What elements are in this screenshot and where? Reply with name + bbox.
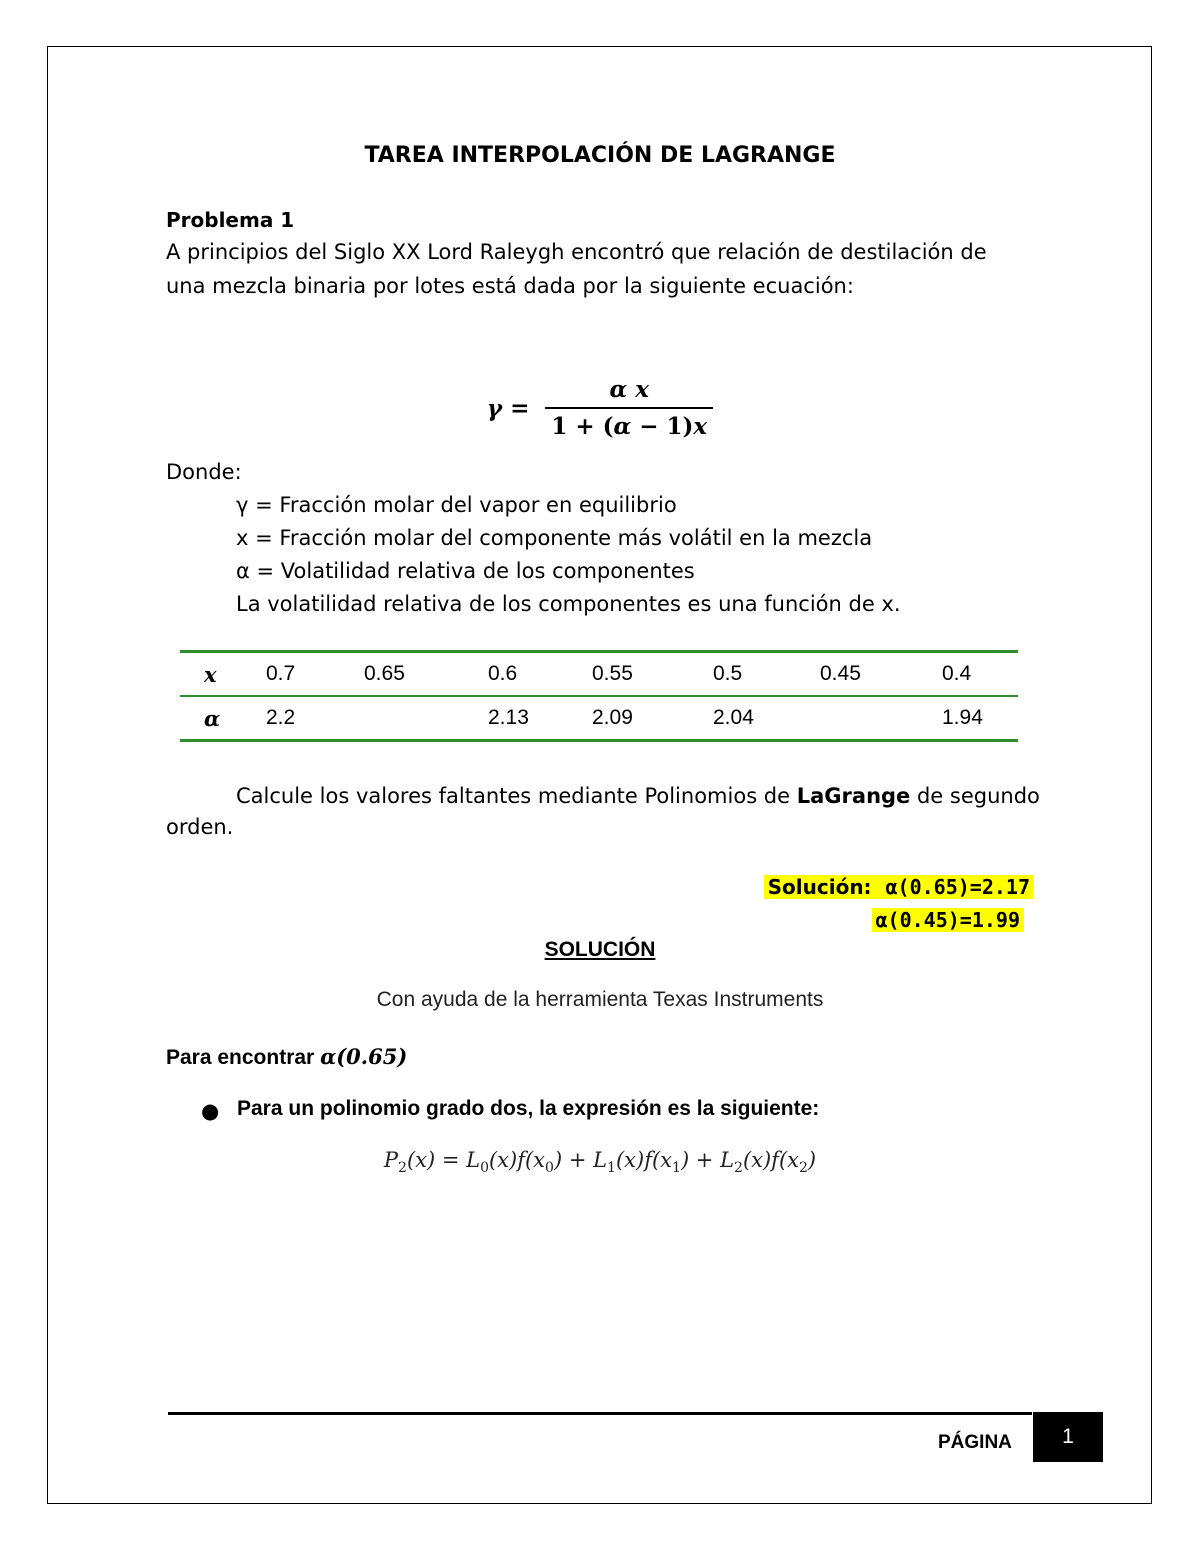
calc-instruction: Calcule los valores faltantes mediante Polinomios de LaGrange de segundo <box>236 784 1040 808</box>
lagrange-polynomial: $P_2(x) = L_0(x)f(x_0) + L_1(x)f(x_1) + L_2(x)f(x_2)$ <box>383 1148 817 1177</box>
table-cell: 0.55 <box>592 652 713 697</box>
para-encontrar-heading: Para encontrar α(0.65) <box>166 1044 408 1069</box>
solution-value-1: α(0.65)=2.17 <box>885 875 1030 899</box>
definition-x: x = Fracción molar del componente más volátil en la mezcla <box>236 526 873 550</box>
table-cell: 0.65 <box>364 652 488 697</box>
solution-label: Solución: <box>767 875 872 899</box>
definition-gamma: γ = Fracción molar del vapor en equilibrio <box>236 493 677 517</box>
footer-page-label: PÁGINA <box>938 1432 1012 1453</box>
definition-alpha: α = Volatilidad relativa de los componentes <box>236 559 695 583</box>
bullet-icon: ● <box>201 1099 220 1123</box>
table-row-x <box>180 652 1018 697</box>
solution-highlight-1 <box>764 875 1034 899</box>
equation-fraction <box>545 376 713 440</box>
page-title: TAREA INTERPOLACIÓN DE LAGRANGE <box>364 143 836 168</box>
solution-highlight-2 <box>872 908 1025 932</box>
alpha-value: α(0.65) <box>320 1044 408 1069</box>
solution-heading: SOLUCIÓN <box>544 938 656 961</box>
table-cell <box>364 696 488 741</box>
table-cell: 0.6 <box>488 652 592 697</box>
page-number: 1 <box>1062 1425 1074 1448</box>
table-cell: 2.04 <box>713 696 820 741</box>
bullet-text: Para un polinomio grado dos, la expresión es la siguiente: <box>237 1097 820 1120</box>
equation-lhs: γ = <box>486 394 530 422</box>
equation-numerator: α x <box>609 376 649 403</box>
table-cell: 0.5 <box>713 652 820 697</box>
intro-line-2: una mezcla binaria por lotes está dada por la siguiente ecuación: <box>166 274 854 298</box>
table-cell: 1.94 <box>942 696 1018 741</box>
table-cell: 2.13 <box>488 696 592 741</box>
table-row-alpha <box>180 696 1018 741</box>
volatility-table <box>180 650 1018 742</box>
table-cell <box>820 696 942 741</box>
rayleigh-equation <box>0 372 1200 444</box>
lagrange-bold: LaGrange <box>796 784 911 808</box>
definition-function: La volatilidad relativa de los componentes es una función de x. <box>236 592 901 616</box>
intro-line-1: A principios del Siglo XX Lord Raleygh encontró que relación de destilación de <box>166 240 987 264</box>
solution-value-2: α(0.45)=1.99 <box>875 908 1020 932</box>
table-header-alpha: α <box>180 696 266 741</box>
table-cell: 2.2 <box>266 696 364 741</box>
page-border <box>47 46 1152 1504</box>
table-header-x: x <box>180 652 266 697</box>
table-cell: 2.09 <box>592 696 713 741</box>
calc-instruction-line2: orden. <box>166 815 234 839</box>
table-cell: 0.4 <box>942 652 1018 697</box>
problem-label: Problema 1 <box>166 208 295 232</box>
texas-instruments-line: Con ayuda de la herramienta Texas Instruments <box>376 988 824 1011</box>
footer-rule <box>168 1412 1032 1415</box>
equation-denominator: 1 + (α − 1)x <box>545 407 713 440</box>
donde-label: Donde: <box>166 460 242 484</box>
table-cell: 0.7 <box>266 652 364 697</box>
page-number-box <box>1033 1412 1103 1462</box>
table-cell: 0.45 <box>820 652 942 697</box>
